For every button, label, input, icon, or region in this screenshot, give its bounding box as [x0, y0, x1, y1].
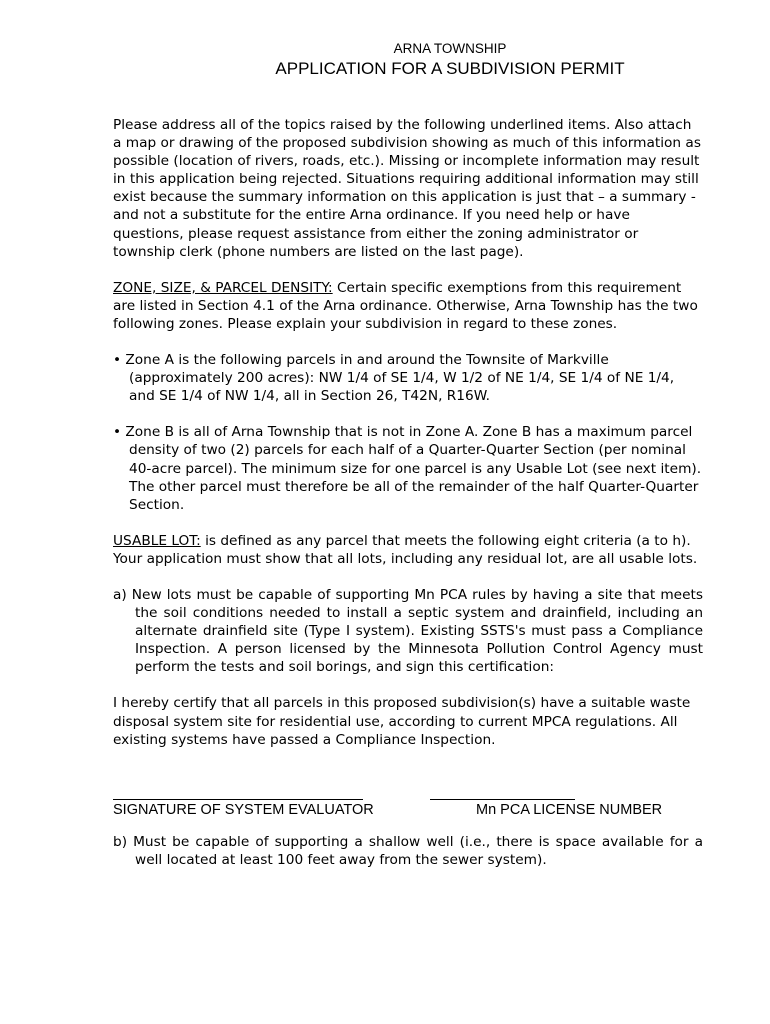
- zone-text: Certain specific exemptions from this requirement are listed in Section 4.1 of the Arna ordinance. Otherwise, Arna Township has the two following zones. Please explain your subdivision in regard to these zones.: [113, 279, 698, 332]
- evaluator-signature-line[interactable]: [113, 799, 363, 800]
- zone-a-bullet: • Zone A is the following parcels in and around the Townsite of Markville (approximately 200 acres): NW 1/4 of SE 1/4, W 1/2 of NE 1/4, SE 1/4 of NE 1/4, and SE 1/4 of NW 1/4, all in Section 26, T42N, R16W.: [113, 352, 675, 405]
- signature-block: [113, 789, 703, 818]
- document-title: APPLICATION FOR A SUBDIVISION PERMIT: [275, 59, 625, 78]
- intro-paragraph: Please address all of the topics raised by the following underlined items. Also attach a map or drawing of the proposed subdivision showing as much of this information as possible (location of rivers, roads, etc.). Missing or incomplete information may result in this application being rejected. Situations requiring additional information may still exist because the summary information on this application is just that – a summary - and not a substitute for the entire Arna ordinance. If you need help or have questions, please request assistance from either the zoning administrator or township clerk (phone numbers are listed on the last page).: [113, 117, 701, 260]
- certification-statement: I hereby certify that all parcels in this proposed subdivision(s) have a suitable waste disposal system site for residential use, according to current MPCA regulations. All existing systems have passed a Compliance Inspection.: [113, 695, 691, 748]
- zone-heading: ZONE, SIZE, & PARCEL DENSITY:: [113, 279, 333, 296]
- evaluator-signature-label: SIGNATURE OF SYSTEM EVALUATOR: [113, 801, 374, 818]
- township-name: ARNA TOWNSHIP: [393, 41, 507, 56]
- license-number-label: Mn PCA LICENSE NUMBER: [476, 801, 663, 818]
- usable-lot-paragraph: [113, 532, 703, 568]
- criterion-a: a) New lots must be capable of supporting Mn PCA rules by having a site that meets the soil conditions needed to install a septic system and drainfield, including an alternate drainfield site (Type I system). Existing SSTS's must pass a Compliance Inspection. A person licensed by the Minnesota Pollution Control Agency must perform the tests and soil borings, and sign this certification:: [113, 586, 703, 676]
- document-page: [113, 40, 703, 869]
- license-number-line[interactable]: [430, 799, 575, 800]
- zone-b-bullet: • Zone B is all of Arna Township that is not in Zone A. Zone B has a maximum parcel density of two (2) parcels for each half of a Quarter-Quarter Section (per nominal 40-acre parcel). The minimum size for one parcel is any Usable Lot (see next item). The other parcel must therefore be all of the remainder of the half Quarter-Quarter Section.: [113, 424, 702, 513]
- usable-lot-text: is defined as any parcel that meets the following eight criteria (a to h). Your application must show that all lots, including any residual lot, are all usable lots.: [113, 532, 698, 567]
- usable-lot-heading: USABLE LOT:: [113, 532, 201, 549]
- zone-paragraph: [113, 279, 703, 333]
- criterion-b: b) Must be capable of supporting a shallow well (i.e., there is space available for a well located at least 100 feet away from the sewer system).: [113, 833, 703, 868]
